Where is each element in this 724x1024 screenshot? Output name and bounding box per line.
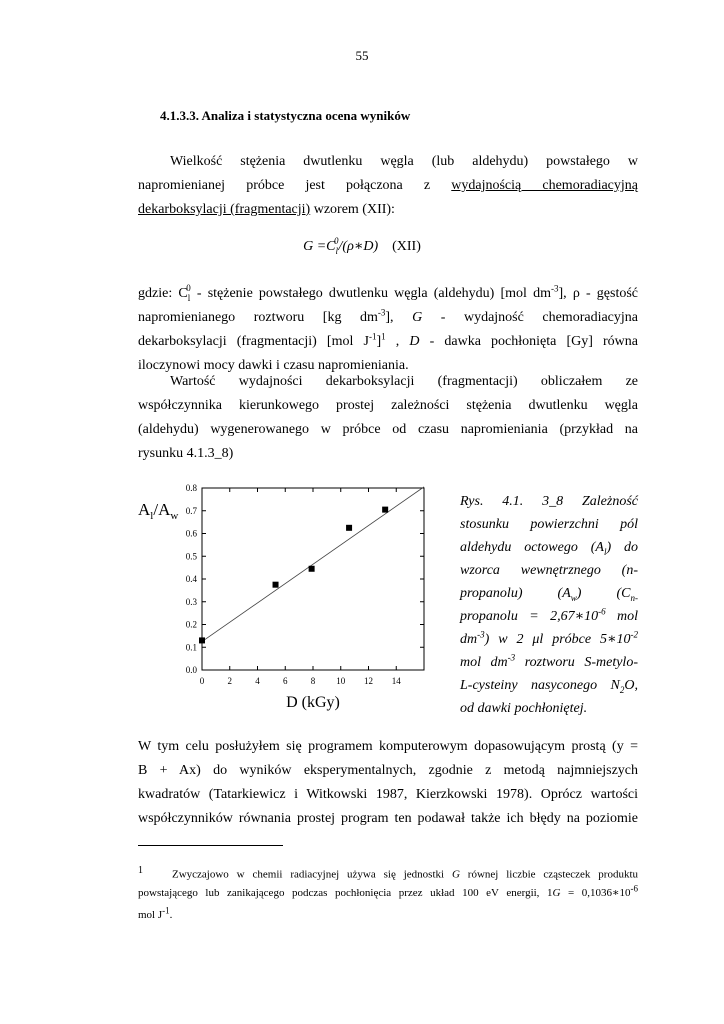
section-heading: 4.1.3.3. Analiza i statystyczna ocena wyników — [160, 108, 411, 123]
footnote-divider — [138, 845, 283, 846]
y-tick-label: 0.2 — [185, 619, 197, 630]
x-tick-label: 14 — [391, 676, 401, 686]
method-line-1: Wartość wydajności dekarboksylacji (fragmentacji) obliczałem ze — [170, 374, 638, 389]
data-point — [273, 582, 279, 588]
caption-line-3: aldehydu octowego $(A_l)$ do — [460, 540, 638, 557]
x-tick-label: 10 — [336, 676, 346, 686]
data-point — [199, 637, 205, 643]
decarboxylation-term: dekarboksylacji (fragmentacji) — [138, 202, 311, 217]
footnote-line-3: mol $J^{-1}$. — [138, 905, 173, 921]
program-line-4: współczynników równania prostej program ten podawał także ich błędy na poziomie — [138, 811, 638, 826]
method-line-4: rysunku 4.1.3_8) — [138, 446, 234, 461]
intro-line-3-text: wzorem (XII): — [310, 202, 395, 217]
footnote-line-1: 1 Zwyczajowo w chemii radiacyjnej używa się jednostki G równej liczbie cząsteczek produktu — [138, 860, 638, 882]
definitions-line-2: napromienianego roztworu [kg $dm^{-3}$], G - wydajność chemoradiacyjna — [138, 307, 638, 325]
plot-frame — [202, 488, 424, 670]
chart-fit — [202, 487, 424, 642]
footnote — [138, 860, 638, 926]
x-axis-label: D (kGy) — [286, 694, 340, 711]
fit-line — [202, 487, 424, 642]
footnote-mark: 1 — [138, 865, 143, 876]
footnote-ref: 1 — [381, 331, 386, 342]
caption-line-9: L-cysteiny nasyconego $N_2O$, — [460, 678, 638, 695]
page-number: 55 — [355, 48, 369, 63]
x-tick-label: 12 — [364, 676, 373, 686]
x-tick-label: 2 — [227, 676, 232, 686]
caption-line-4: wzorca wewnętrznego (n- — [460, 563, 638, 578]
chart-points — [199, 507, 388, 644]
yield-term: wydajnością chemoradiacyjną — [451, 178, 638, 193]
definitions-line-1: gdzie: $C_l^0$ - stężenie powstałego dwutlenku węgla (aldehydu) [mol $dm^{-3}$], ρ - gęstość — [138, 283, 638, 303]
method-line-3: (aldehydu) wygenerowanego w próbce od czasu napromieniania (przykład na — [138, 422, 638, 437]
caption-line-8: mol $dm^{-3}$ roztworu S-metylo- — [460, 652, 638, 670]
y-tick-label: 0.5 — [185, 551, 197, 562]
x-tick-label: 8 — [310, 676, 316, 686]
caption-line-2: stosunku powierzchni pól — [460, 517, 638, 532]
y-tick-label: 0.1 — [185, 642, 197, 653]
intro-line-2 — [138, 174, 638, 198]
method-line-2: współczynnika kierunkowego prostej zależności stężenia dwutlenku węgla — [138, 398, 638, 413]
chart — [130, 475, 450, 720]
y-tick-label: 0.0 — [185, 665, 197, 675]
data-point — [382, 507, 388, 513]
data-point — [346, 525, 352, 531]
definitions-line-4: iloczynowi mocy dawki i czasu napromieniania. — [138, 358, 409, 373]
caption-line-5: propanolu) $(A_w)$ ($C_{n-}$ — [460, 586, 638, 603]
method-paragraph — [138, 370, 638, 466]
definitions-line-3: dekarboksylacji (fragmentacji) [mol $J^{-1}]^1$ , D - dawka pochłonięta [Gy] równa — [138, 331, 639, 349]
footnote-line-2: powstającego lub zanikającego podczas pochłonięcia przez układ 100 eV energii, $1G = 0,1036∗10^{-6}$ — [138, 883, 638, 899]
x-tick-label: 0 — [199, 676, 205, 686]
chart-ticks — [186, 483, 424, 686]
intro-line-3 — [138, 198, 638, 222]
formula-label: (XII) — [392, 239, 421, 254]
y-tick-label: 0.3 — [185, 596, 197, 607]
figure-caption — [460, 490, 638, 720]
caption-line-7: $dm^{-3}$) w 2 μl próbce $5∗10^{-2}$ — [460, 629, 638, 647]
program-line-2: B + Ax) do wyników eksperymentalnych, zgodnie z metodą najmniejszych — [138, 763, 638, 778]
y-tick-label: 0.7 — [185, 505, 197, 516]
program-paragraph — [138, 735, 638, 831]
y-axis-label: $A_l/A_w$ — [138, 500, 179, 522]
y-tick-label: 0.8 — [185, 483, 197, 493]
intro-paragraph — [138, 150, 638, 222]
caption-line-6: propanolu = $2,67∗10^{-6}$ mol — [460, 606, 638, 624]
chart-axes — [202, 488, 424, 670]
intro-line-1: Wielkość stężenia dwutlenku węgla (lub aldehydu) powstałego w — [170, 154, 638, 169]
data-point — [309, 566, 315, 572]
y-tick-label: 0.6 — [185, 528, 197, 539]
caption-line-10: od dawki pochłoniętej. — [460, 701, 588, 716]
x-tick-label: 4 — [255, 676, 260, 686]
x-tick-label: 6 — [283, 676, 288, 686]
program-line-1: W tym celu posłużyłem się programem komputerowym dopasowującym prostą (y = — [138, 739, 638, 754]
program-line-3: kwadratów (Tatarkiewicz i Witkowski 1987, Kierzkowski 1978). Oprócz wartości — [138, 787, 638, 802]
formula-xii — [0, 238, 724, 255]
caption-line-1: Rys. 4.1. 3_8 Zależność — [460, 494, 638, 509]
formula-lhs: $G =C_l^0/(\rho∗D)$ — [303, 236, 379, 256]
definitions-paragraph — [138, 282, 638, 378]
intro-line-2-text: napromienianej próbce jest połączona z — [138, 178, 452, 193]
y-tick-label: 0.4 — [185, 574, 197, 584]
